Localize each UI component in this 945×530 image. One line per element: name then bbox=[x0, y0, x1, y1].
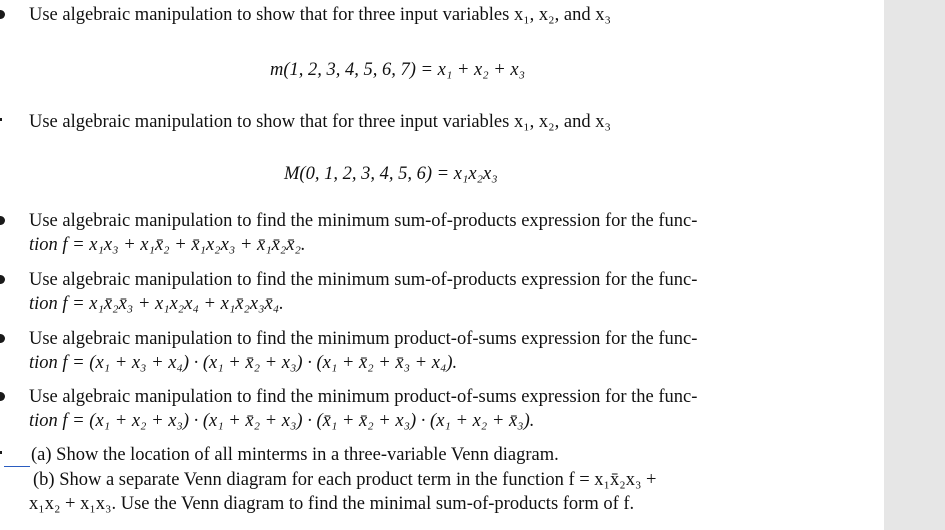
problem-2-text: Use algebraic manipulation to show that for three input variables x₁, x₂, and x₃ bbox=[29, 112, 611, 132]
problem-1-equation: m(1, 2, 3, 4, 5, 6, 7) = x₁ + x₂ + x₃ bbox=[270, 60, 526, 80]
problem-6-line-1: Use algebraic manipulation to find the minimum product-of-sums expression for the func- bbox=[29, 387, 698, 407]
problem-bullet bbox=[0, 216, 5, 225]
problem-7-part-b-line-1: (b) Show a separate Venn diagram for each product term in the function f = x₁x̄₂x₃ + bbox=[33, 470, 657, 490]
problem-6-line-2: tion f = (x₁ + x₂ + x₃) · (x₁ + x̄₂ + x₃) · (x̄₁ + x̄₂ + x₃) · (x₁ + x₂ + x̄₃). bbox=[29, 411, 535, 431]
problem-4-line-1: Use algebraic manipulation to find the minimum sum-of-products expression for the func- bbox=[29, 270, 698, 290]
problem-5-line-1: Use algebraic manipulation to find the minimum product-of-sums expression for the func- bbox=[29, 329, 698, 349]
problem-7-part-a: (a) Show the location of all minterms in a three-variable Venn diagram. bbox=[31, 445, 559, 465]
side-panel bbox=[884, 0, 945, 530]
problem-1-text: Use algebraic manipulation to show that for three input variables x₁, x₂, and x₃ bbox=[29, 5, 611, 25]
problem-bullet bbox=[0, 10, 5, 19]
problem-7-part-b-line-2: x₁x₂ + x₁x₃. Use the Venn diagram to find the minimal sum-of-products form of f. bbox=[29, 494, 635, 514]
problem-2-equation: M(0, 1, 2, 3, 4, 5, 6) = x₁x₂x₃ bbox=[284, 164, 498, 184]
problem-7-underline-rule bbox=[4, 466, 30, 467]
problem-5-line-2: tion f = (x₁ + x₃ + x₄) · (x₁ + x̄₂ + x₃) · (x₁ + x̄₂ + x̄₃ + x₄). bbox=[29, 353, 458, 373]
problem-bullet bbox=[0, 451, 2, 454]
problem-4-line-2: tion f = x₁x̄₂x̄₃ + x₁x₂x₄ + x₁x̄₂x₃x̄₄. bbox=[29, 294, 284, 314]
problem-bullet bbox=[0, 118, 2, 121]
problem-3-line-1: Use algebraic manipulation to find the minimum sum-of-products expression for the func- bbox=[29, 211, 698, 231]
problem-bullet bbox=[0, 275, 5, 284]
problem-bullet bbox=[0, 334, 5, 343]
problem-bullet bbox=[0, 392, 5, 401]
problem-3-line-2: tion f = x₁x₃ + x₁x̄₂ + x̄₁x₂x₃ + x̄₁x̄₂x̄₂. bbox=[29, 235, 306, 255]
